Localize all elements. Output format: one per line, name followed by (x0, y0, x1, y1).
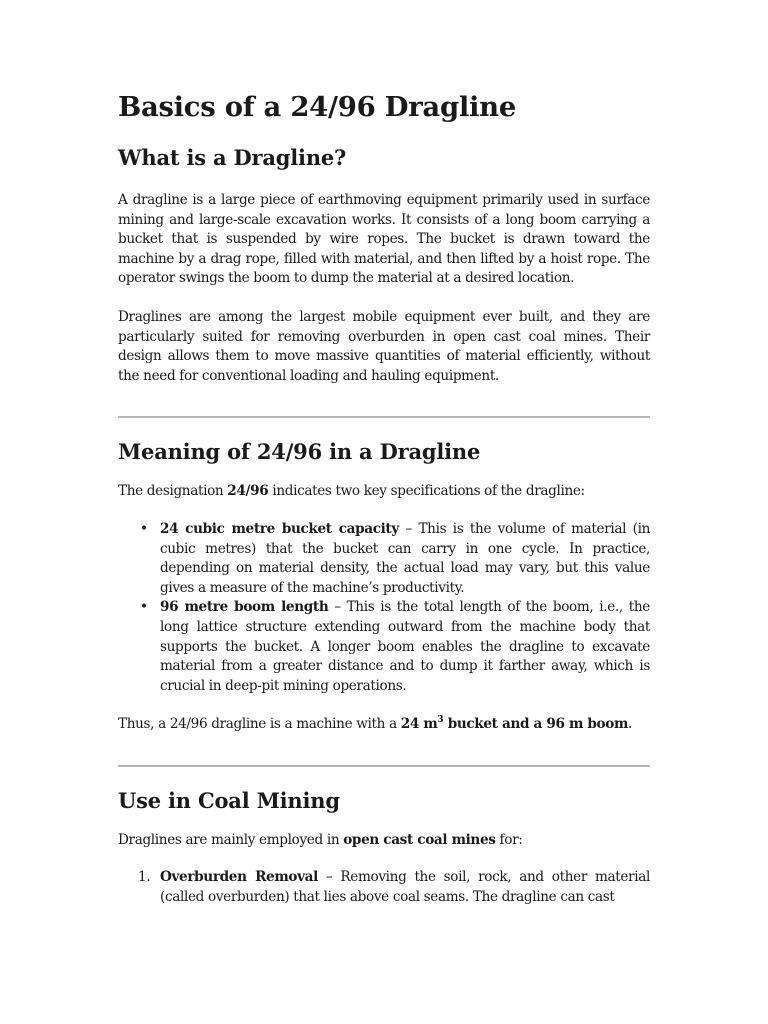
list-item-term: 96 metre boom length (160, 599, 329, 616)
summary-superscript: 3 (437, 715, 444, 726)
usage-bold: open cast coal mines (343, 831, 496, 848)
section-heading-what-is: What is a Dragline? (118, 145, 347, 170)
designation-bold: 24/96 (227, 483, 269, 500)
list-item-bucket-capacity (160, 520, 650, 598)
section-divider (118, 416, 650, 418)
paragraph-overburden: Draglines are among the largest mobile equipment ever built, and they are particularly suited for removing overburden in open cast coal mines. Their design allows them to move massive quantities of material efficiently, without the need for conventional loading and hauling equipment. (118, 308, 650, 384)
paragraph-summary (118, 715, 650, 735)
usage-text-end: for: (495, 831, 523, 848)
designation-text-end: indicates two key specifications of the dragline: (268, 483, 585, 500)
list-item-text: – This is the total length of the boom, i.e., the long lattice structure extending outward from the machine body that supports the bucket. A longer boom enables the dragline to excavate material from a greater distance and to dump it farther away, which is crucial in deep-pit mining operations. (160, 599, 650, 694)
list-item-term: Overburden Removal (160, 869, 318, 886)
section-divider (118, 765, 650, 767)
list-item-number: 1. (138, 869, 151, 886)
document-title: Basics of a 24/96 Dragline (118, 91, 517, 123)
paragraph-designation (118, 482, 650, 502)
document-body (118, 90, 650, 908)
list-item-boom-length (160, 598, 650, 696)
summary-period: . (628, 716, 632, 733)
summary-bold (401, 716, 628, 732)
list-item-overburden-removal (138, 868, 650, 907)
summary-bold-b: bucket and a 96 m boom (443, 716, 628, 733)
paragraph-usage-intro (118, 831, 650, 851)
section-heading-meaning: Meaning of 24/96 in a Dragline (118, 439, 481, 465)
summary-bold-a: 24 m (400, 716, 438, 733)
list-item-text: – Removing the soil, rock, and other material (called overburden) that lies above coal seams. The dragline can cast (160, 869, 650, 906)
summary-text: Thus, a 24/96 dragline is a machine with a (118, 716, 401, 733)
list-item-text: – This is the volume of material (in cubic metres) that the bucket can carry in one cycle. In practice, depending on material density, the actual load may vary, but this value gives a measure of the machine’s productivity. (160, 520, 650, 596)
paragraph-definition: A dragline is a large piece of earthmoving equipment primarily used in surface mining and large-scale excavation works. It consists of a long boom carrying a bucket that is suspended by wire ropes. The bucket is drawn toward the machine by a drag rope, filled with material, and then lifted by a hoist rope. The operator swings the boom to dump the material at a desired location. (118, 192, 650, 287)
usage-list (118, 868, 650, 907)
spec-list (118, 520, 650, 696)
usage-text: Draglines are mainly employed in (118, 831, 344, 848)
designation-text: The designation (118, 483, 228, 500)
list-item-term: 24 cubic metre bucket capacity (160, 520, 399, 537)
section-heading-coal-mining: Use in Coal Mining (118, 787, 340, 813)
